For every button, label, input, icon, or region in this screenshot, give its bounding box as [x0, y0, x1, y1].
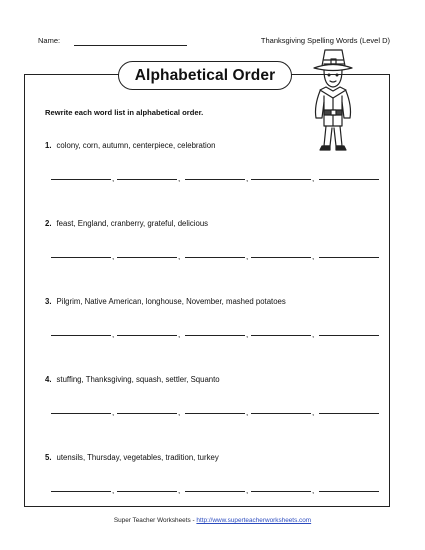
word-list: utensils, Thursday, vegetables, tradition, turkey — [56, 453, 219, 462]
answer-blank[interactable] — [185, 335, 245, 336]
comma-separator: , — [178, 486, 181, 495]
problem-4 — [45, 375, 385, 423]
answer-blank[interactable] — [117, 179, 177, 180]
answer-blank[interactable] — [117, 491, 177, 492]
comma-separator: , — [112, 252, 115, 261]
answer-blank[interactable] — [185, 179, 245, 180]
answer-blank[interactable] — [117, 413, 177, 414]
answer-blank[interactable] — [251, 491, 311, 492]
comma-separator: , — [312, 408, 315, 417]
worksheet-title: Thanksgiving Spelling Words (Level D) — [260, 36, 390, 45]
comma-separator: , — [246, 486, 249, 495]
comma-separator: , — [312, 174, 315, 183]
answer-blank[interactable] — [51, 413, 111, 414]
answer-blank[interactable] — [117, 257, 177, 258]
answer-blank[interactable] — [185, 413, 245, 414]
answer-blank[interactable] — [51, 491, 111, 492]
answer-blank[interactable] — [51, 257, 111, 258]
comma-separator: , — [246, 174, 249, 183]
comma-separator: , — [312, 252, 315, 261]
problem-5 — [45, 453, 385, 501]
problem-number: 3. — [45, 297, 52, 306]
answer-blank[interactable] — [251, 335, 311, 336]
comma-separator: , — [178, 330, 181, 339]
problem-number: 4. — [45, 375, 52, 384]
word-list: colony, corn, autumn, centerpiece, celebration — [56, 141, 216, 150]
footer-link[interactable]: http://www.superteacherworksheets.com — [196, 517, 312, 524]
problem-prompt — [45, 375, 220, 384]
problem-3 — [45, 297, 385, 345]
comma-separator: , — [312, 486, 315, 495]
comma-separator: , — [246, 252, 249, 261]
problem-number: 1. — [45, 141, 52, 150]
comma-separator: , — [178, 174, 181, 183]
footer — [0, 517, 425, 524]
answer-blank[interactable] — [251, 413, 311, 414]
comma-separator: , — [178, 408, 181, 417]
problem-prompt — [45, 141, 215, 150]
answer-blank[interactable] — [251, 257, 311, 258]
answer-blank[interactable] — [117, 335, 177, 336]
footer-publisher: Super Teacher Worksheets — [113, 517, 191, 524]
problem-number: 2. — [45, 219, 52, 228]
name-line — [74, 45, 187, 46]
comma-separator: , — [312, 330, 315, 339]
comma-separator: , — [112, 174, 115, 183]
name-label: Name: — [38, 36, 61, 45]
answer-blank[interactable] — [319, 491, 379, 492]
answer-blank[interactable] — [319, 179, 379, 180]
problem-number: 5. — [45, 453, 52, 462]
instructions: Rewrite each word list in alphabetical order. — [45, 108, 204, 117]
comma-separator: , — [178, 252, 181, 261]
problem-2 — [45, 219, 385, 267]
comma-separator: , — [246, 408, 249, 417]
problem-prompt — [45, 219, 208, 228]
answer-blank[interactable] — [185, 491, 245, 492]
answer-blank[interactable] — [51, 179, 111, 180]
answer-blank[interactable] — [319, 335, 379, 336]
footer-separator: - — [192, 517, 195, 524]
comma-separator: , — [112, 330, 115, 339]
answer-blank[interactable] — [185, 257, 245, 258]
page-title: Alphabetical Order — [118, 61, 292, 90]
comma-separator: , — [112, 486, 115, 495]
problem-prompt — [45, 453, 219, 462]
answer-blank[interactable] — [319, 257, 379, 258]
problem-1 — [45, 141, 385, 189]
word-list: stuffing, Thanksgiving, squash, settler, Squanto — [56, 375, 220, 384]
answer-blank[interactable] — [319, 413, 379, 414]
comma-separator: , — [112, 408, 115, 417]
answer-blank[interactable] — [51, 335, 111, 336]
problem-prompt — [45, 297, 286, 306]
word-list: feast, England, cranberry, grateful, delicious — [56, 219, 209, 228]
comma-separator: , — [246, 330, 249, 339]
word-list: Pilgrim, Native American, longhouse, November, mashed potatoes — [56, 297, 286, 306]
answer-blank[interactable] — [251, 179, 311, 180]
